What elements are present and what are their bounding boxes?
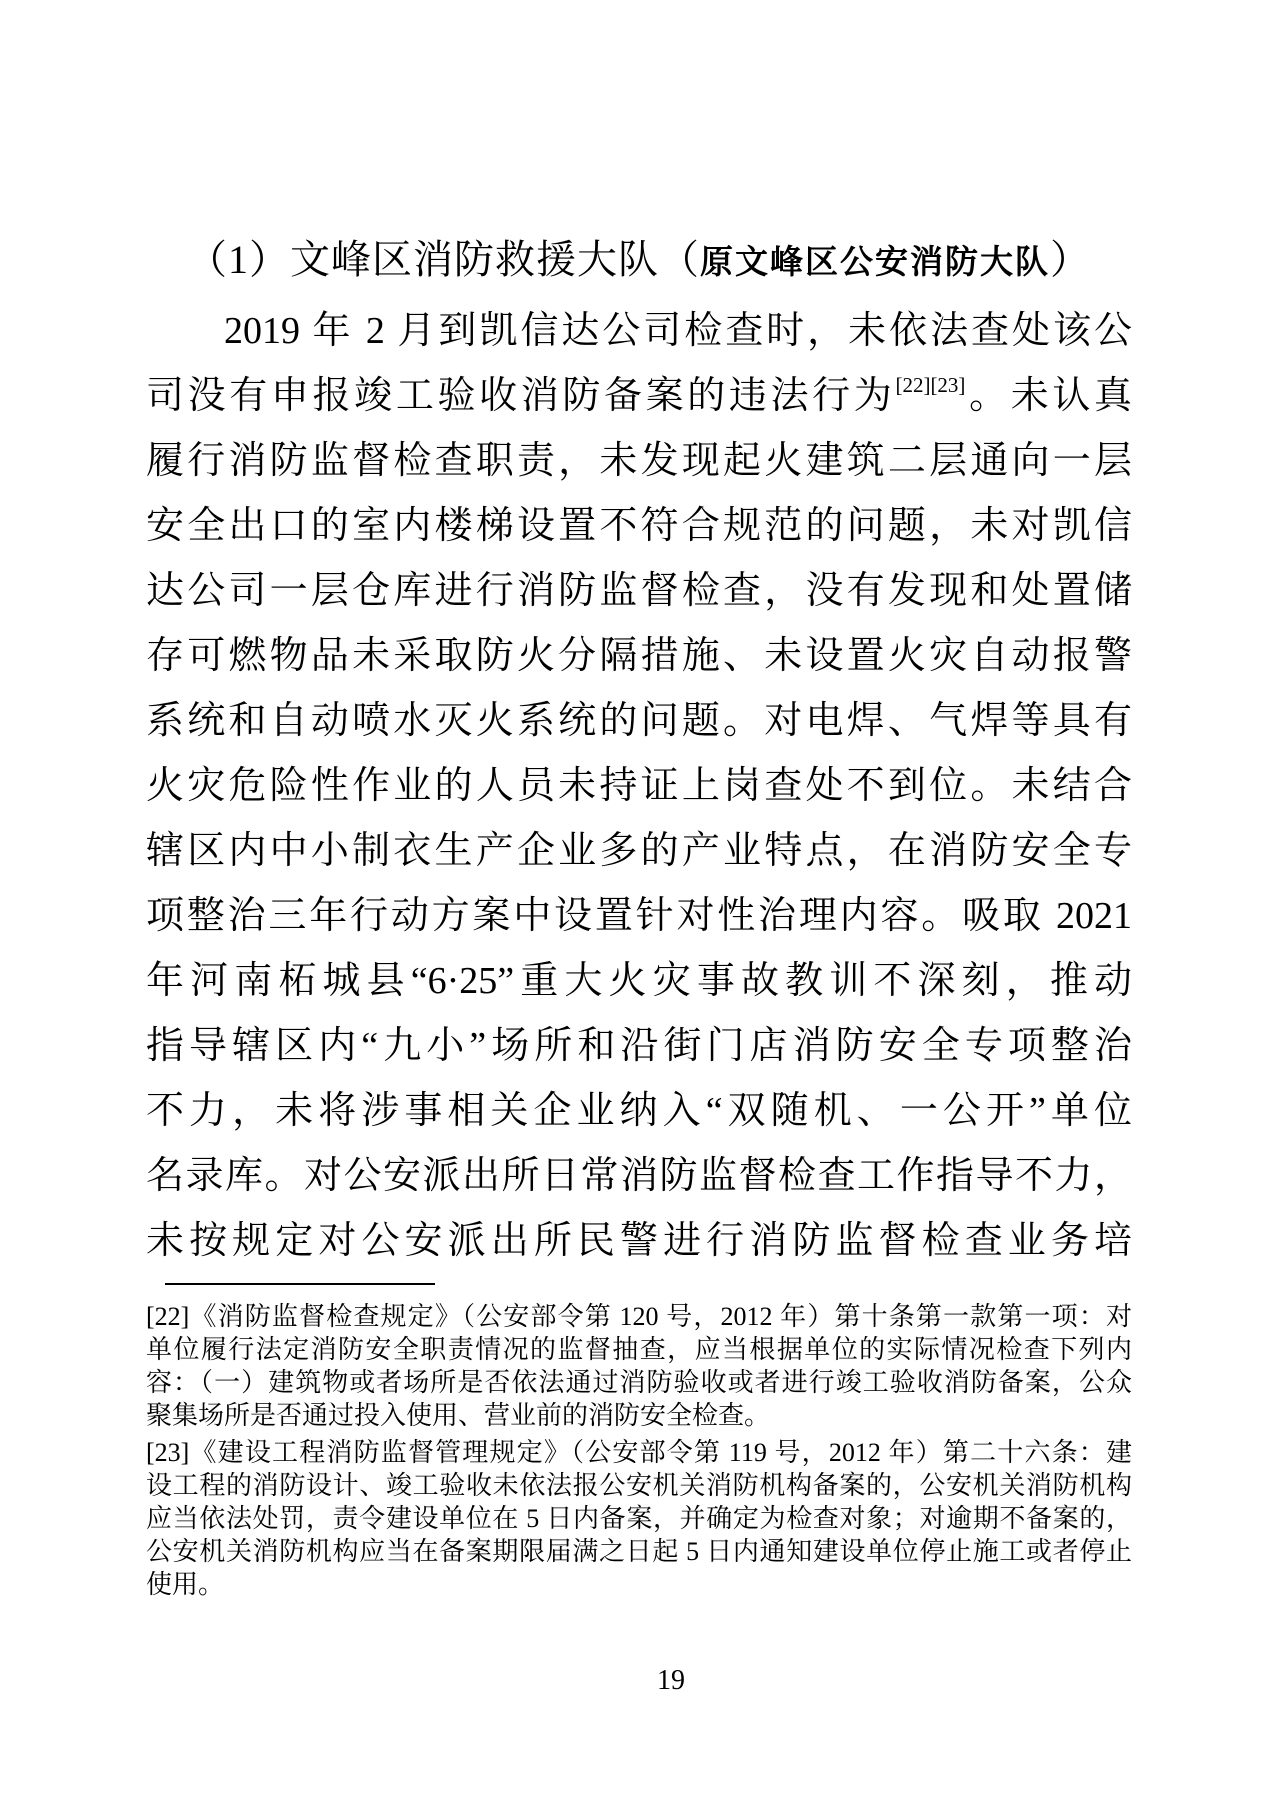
footnote-line: 设工程的消防设计、竣工验收未依法报公安机关消防机构备案的，公安机关消防机构 (146, 1471, 1132, 1500)
footnote-line: [23]《建设工程消防监督管理规定》（公安部令第 119 号，2012 年）第二十六条：建 (146, 1438, 1132, 1467)
footnote-line: 公安机关消防机构应当在备案期限届满之日起 5 日内通知建设单位停止施工或者停止 (146, 1537, 1132, 1566)
footnote-line: 应当依法处罚，责令建设单位在 5 日内备案，并确定为检查对象；对逾期不备案的， (146, 1504, 1132, 1533)
paragraph-line: 年河南柘城县“6·25”重大火灾事故教训不深刻，推动 (146, 960, 1132, 1002)
paragraph-line: 不力，未将涉事相关企业纳入“双随机、一公开”单位 (146, 1090, 1132, 1132)
footnote-line: 聚集场所是否通过投入使用、营业前的消防安全检查。 (146, 1401, 771, 1430)
paragraph-line: 安全出口的室内楼梯设置不符合规范的问题，未对凯信 (146, 505, 1132, 547)
paragraph-line: 项整治三年行动方案中设置针对性治理内容。吸取 2021 (146, 895, 1132, 937)
paragraph-line: 未按规定对公安派出所民警进行消防监督检查业务培 (146, 1220, 1132, 1262)
section-heading (146, 227, 1132, 296)
footnote-reference: [22][23] (895, 373, 966, 397)
paragraph-text: 。未认真 (965, 375, 1132, 417)
footnote-line: 使用。 (146, 1570, 225, 1599)
paragraph-line: 指导辖区内“九小”场所和沿街门店消防安全专项整治 (146, 1025, 1132, 1067)
paragraph-line: 系统和自动喷水灭火系统的问题。对电焊、气焊等具有 (146, 700, 1132, 742)
paragraph-line: 火灾危险性作业的人员未持证上岗查处不到位。未结合 (146, 765, 1132, 807)
footnotes-section (146, 1300, 1132, 1601)
page-number: 19 (657, 1665, 685, 1696)
paragraph-line: 履行消防监督检查职责，未发现起火建筑二层通向一层 (146, 440, 1132, 482)
paragraph-line: 名录库。对公安派出所日常消防监督检查工作指导不力， (146, 1155, 1132, 1197)
body-paragraph (146, 299, 1132, 1274)
paragraph-line: 辖区内中小制衣生产企业多的产业特点，在消防安全专 (146, 830, 1132, 872)
footnote-22 (146, 1300, 1132, 1432)
paragraph-line (146, 364, 1132, 429)
footnote-separator (165, 1283, 435, 1285)
page-content (146, 0, 1132, 1601)
footnote-line: 单位履行法定消防安全职责情况的监督抽查，应当根据单位的实际情况检查下列内 (146, 1335, 1132, 1364)
paragraph-line: 达公司一层仓库进行消防监督检查，没有发现和处置储 (146, 570, 1132, 612)
paragraph-text: 司没有申报竣工验收消防备案的违法行为 (146, 375, 896, 417)
paragraph-line: 2019 年 2 月到凯信达公司检查时，未依法查处该公 (224, 310, 1132, 352)
footnote-line: 容：（一）建筑物或者场所是否依法通过消防验收或者进行竣工验收消防备案，公众 (146, 1368, 1132, 1397)
heading-main-text: （1）文峰区消防救援大队（ (187, 237, 700, 282)
footnote-line: [22]《消防监督检查规定》（公安部令第 120 号，2012 年）第十条第一款第一项：对 (146, 1302, 1132, 1331)
heading-paren-close: ） (1050, 237, 1091, 282)
paragraph-line: 存可燃物品未采取防火分隔措施、未设置火灾自动报警 (146, 635, 1132, 677)
heading-subtitle: 原文峰区公安消防大队 (700, 245, 1050, 281)
footnote-23 (146, 1436, 1132, 1601)
